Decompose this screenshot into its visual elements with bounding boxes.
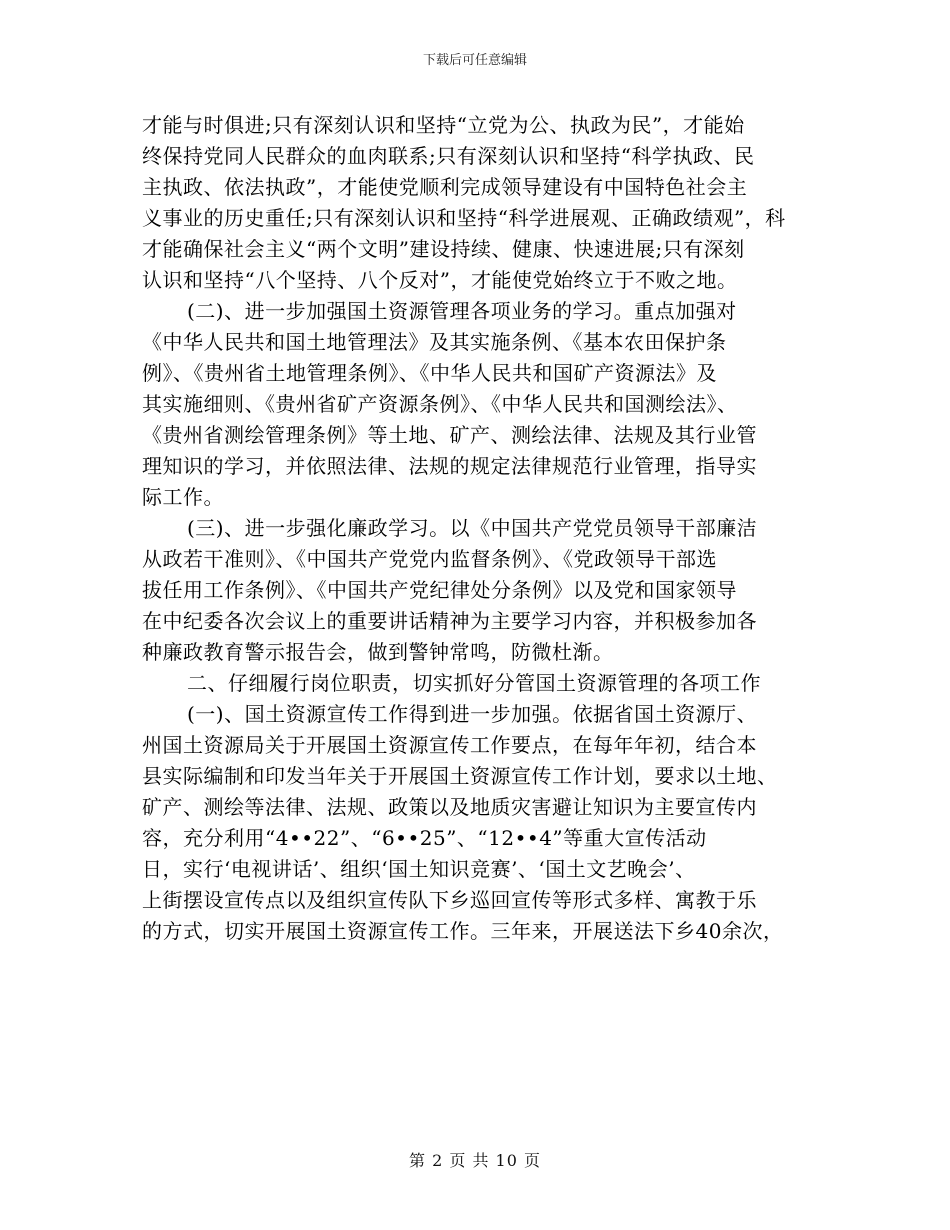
page-footer: 第 2 页 共 10 页: [409, 1151, 541, 1170]
text-line: 《贵州省测绘管理条例》等土地、矿产、测绘法律、法规及其行业管: [142, 423, 757, 447]
text-line: 《中华人民共和国土地管理法》及其实施条例、《基本农田保护条: [142, 330, 727, 354]
text-line: 理知识的学习，并依照法律、法规的规定法律规范行业管理，指导实: [142, 454, 757, 478]
text-line: 终保持党同人民群众的血肉联系;只有深刻认识和坚持“科学执政、民: [142, 144, 755, 168]
paragraph-heading: (二)、进一步加强国土资源管理各项业务的学习。重点加强对: [187, 299, 737, 323]
page-header: 下载后可任意编辑: [422, 53, 527, 68]
text-line: 种廉政教育警示报告会，做到警钟常鸣，防微杜渐。: [142, 640, 614, 664]
body-text: [142, 110, 812, 947]
text-line: 义事业的历史重任;只有深刻认识和坚持“科学进展观、正确政绩观”，科: [142, 206, 786, 230]
text-line: 其实施细则、《贵州省矿产资源条例》、《中华人民共和国测绘法》、: [142, 392, 738, 416]
paragraph-heading: (三)、进一步强化廉政学习。以《中国共产党党员领导干部廉洁: [187, 516, 758, 540]
text-line: 矿产、测绘等法律、法规、政策以及地质灾害避让知识为主要宣传内: [142, 795, 757, 819]
text-line: 从政若干准则》、《中国共产党党内监督条例》、《党政领导干部选: [142, 547, 717, 571]
text-line: 际工作。: [142, 485, 224, 509]
section-heading: 二、仔细履行岗位职责，切实抓好分管国土资源管理的各项工作: [187, 671, 761, 695]
text-line: 上街摆设宣传点以及组织宣传队下乡巡回宣传等形式多样、寓教于乐: [142, 888, 757, 912]
text-line: 才能确保社会主义“两个文明”建设持续、健康、快速进展;只有深刻: [142, 237, 745, 261]
text-line: 认识和坚持“八个坚持、八个反对”，才能使党始终立于不败之地。: [142, 268, 738, 292]
text-line: 州国土资源局关于开展国土资源宣传工作要点，在每年年初，结合本: [142, 733, 757, 757]
text-line: 拔任用工作条例》、《中国共产党纪律处分条例》以及党和国家领导: [142, 578, 737, 602]
text-line: 容，充分利用“4••22”、“6••25”、“12••4”等重大宣传活动: [142, 826, 707, 850]
text-line: 县实际编制和印发当年关于开展国土资源宣传工作计划，要求以土地、: [142, 764, 778, 788]
text-line: 在中纪委各次会议上的重要讲话精神为主要学习内容，并积极参加各: [142, 609, 757, 633]
text-line: 日，实行‘电视讲话’、组织‘国土知识竞赛’、‘国土文艺晚会’、: [142, 857, 696, 881]
text-line: 主执政、依法执政”，才能使党顺利完成领导建设有中国特色社会主: [142, 175, 748, 199]
text-line: 的方式，切实开展国土资源宣传工作。三年来，开展送法下乡40余次，: [142, 919, 784, 943]
paragraph-heading: (一)、国土资源宣传工作得到进一步加强。依据省国土资源厅、: [187, 702, 758, 726]
text-line: 才能与时俱进;只有深刻认识和坚持“立党为公、执政为民”，才能始: [142, 113, 745, 137]
text-line: 例》、《贵州省土地管理条例》、《中华人民共和国矿产资源法》及: [142, 361, 717, 385]
